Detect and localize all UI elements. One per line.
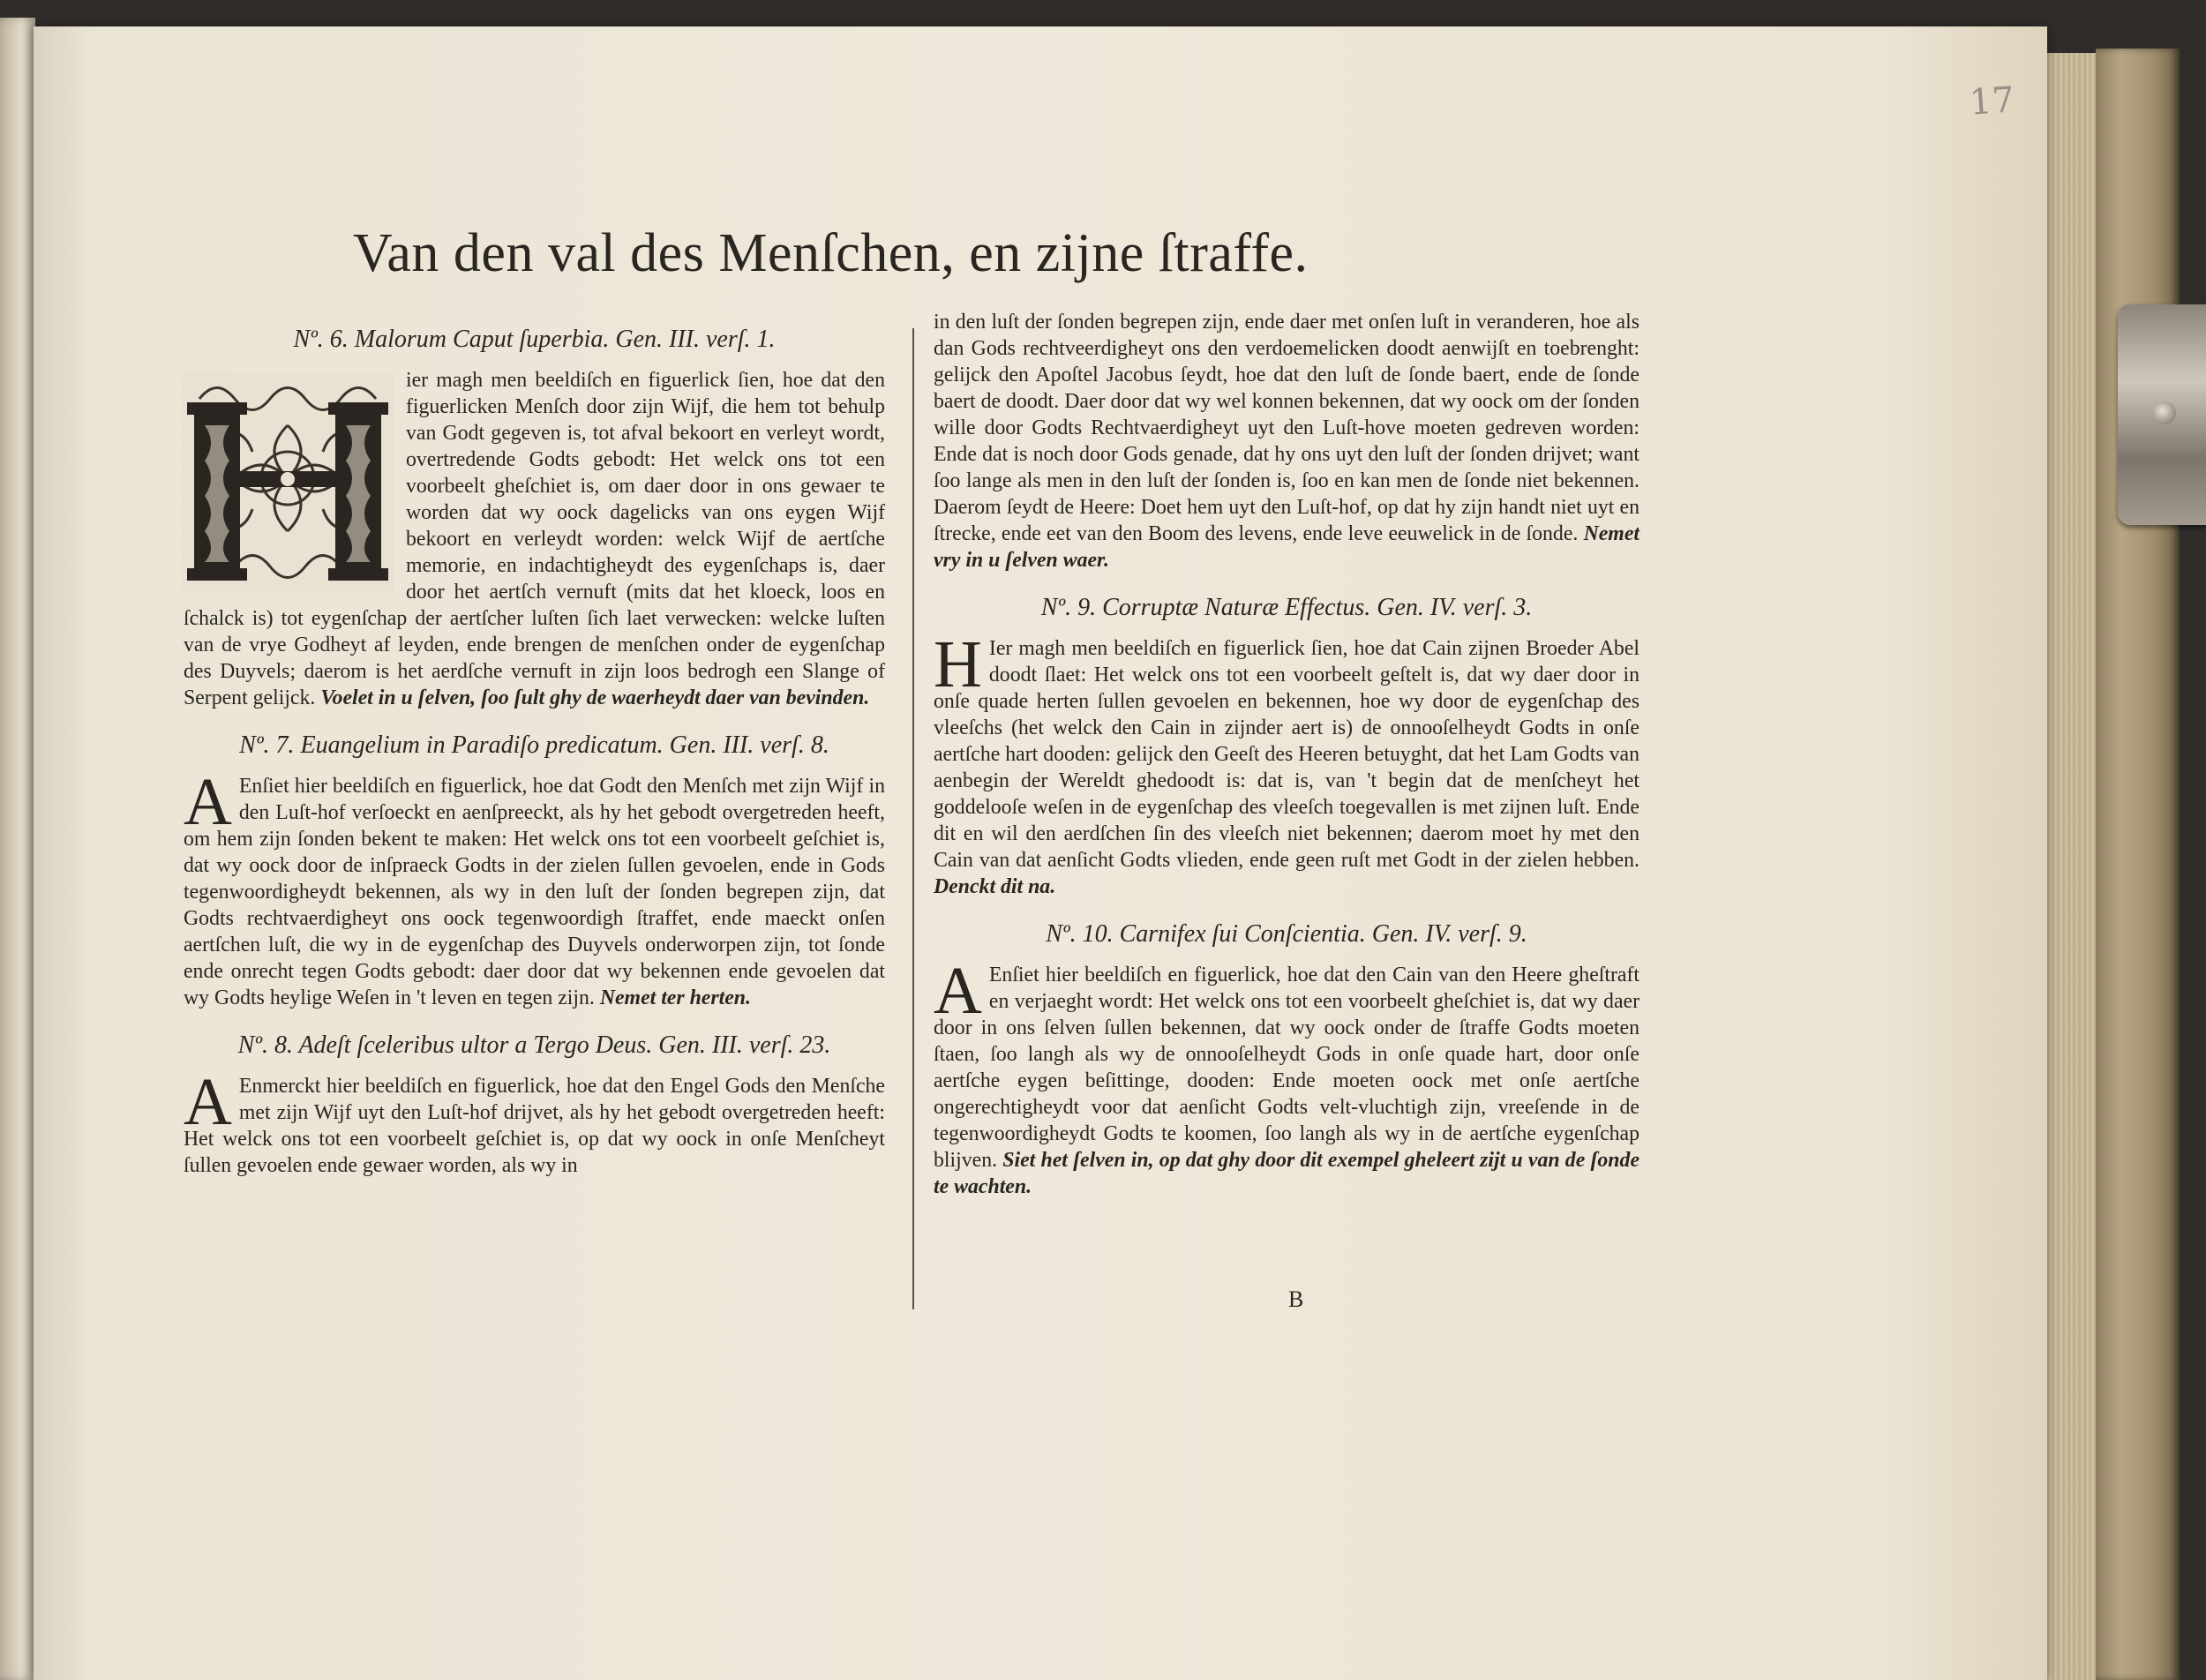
section-body-10	[934, 954, 1640, 1200]
right-column	[934, 309, 1639, 1219]
section-body-7	[184, 765, 885, 1011]
drop-cap-h: H	[934, 627, 982, 701]
clasp-rivet	[2153, 401, 2176, 424]
section-motto: Denckt dit na.	[934, 875, 1056, 898]
section-body-text: Ier magh men beeldiſch en figuerlick ſien, hoe dat Cain zijnen Broeder Abel doodt ſlaet: Het welck ons tot een voorbeelt geſtelt is, dat wy daer door in onſe quade herten ſullen gevoelen en bekennen, hoe wy door de eygenſchap des vleeſchs (het welck den Cain in zijnder aert is) de onnooſelheydt Godts in onſe aertſche hart dooden: gelijck den Geeſt des Heeren betuyght, dat het Lam Godts van aenbegin der Wereldt ghedoodt is: dat is, van 't begin dat de menſcheyt het goddelooſe weſen in de eygenſchap des vleeſch toegevallen is met zijnen luſt. Ende dit en wil den aerdſchen ſin des vleeſch niet bekennen; daerom moet hy met den Cain van dat aenſicht Godts vlieden, ende geen ruſt met Godt in der zielen hebben.	[934, 637, 1639, 872]
section-heading-10: Nº. 10. Carnifex ſui Conſcientia. Gen. IV. verſ. 9.	[1046, 920, 1527, 948]
continuation-text: in den luſt der ſonden begrepen zijn, ende daer met onſen luſt in veranderen, hoe als dan Gods rechtveerdigheyt ons den verdoemelicken doodt aenwijſt en toebrenght: gelijck den Apoſtel Jacobus ſeydt, hoe dat den luſt de ſonde baert, ende de ſonde baert de doodt. Daer door dat wy wel konnen bekennen, dat wy oock om der ſonden wille door Godts Rechtvaerdigheyt uyt den Luſt-hove moeten gedreven worden: Ende dat is noch door Gods genade, dat hy ons uyt den luſt der ſonden drijvet; want ſoo lange als men in den luſt der ſonden is, ſoo en kan men de ſonde niet bekennen. Daerom ſeydt de Heere: Doet hem uyt den Luſt-hof, op dat hy zijn handt niet uyt en ſtrecke, ende eet van den Boom des levens, ende leve eeuwelick in de ſonde.	[934, 311, 1639, 545]
page-title: Van den val des Menſchen, en zijne ſtraffe.	[353, 223, 1309, 283]
continued-text	[934, 309, 1639, 574]
drop-cap-a: A	[184, 1065, 232, 1139]
previous-page-edge	[0, 18, 35, 1680]
folio-number: 17	[1968, 79, 2016, 124]
drop-cap-a: A	[184, 765, 232, 839]
section-body-9	[934, 627, 1639, 900]
section-body-text: Enmerckt hier beeldiſch en figuerlick, hoe dat den Engel Gods den Menſche met zijn Wijf uyt den Luſt-hof drijvet, als hy het gebodt overgetreden heeft: Het welck ons tot een voorbeelt geſchiet is, op dat wy oock in onſe Menſcheyt ſullen gevoelen ende gewaer worden, als wy in	[184, 1075, 885, 1177]
section-motto: Voelet in u ſelven, ſoo ſult ghy de waerheydt daer van bevinden.	[320, 686, 870, 709]
section-body-text: Enſiet hier beeldiſch en figuerlick, hoe dat Godt den Menſch met zijn Wijf in den Luſt-hof verſoeckt en aenſpreeckt, als hy het gebodt overgetreden heeft, om hem zijn ſonden bekent te maken: Het welck ons tot een voorbeelt geſchiet is, dat wy oock door de inſpraeck Godts in der zielen ſullen gevoelen, ende in Gods tegenwoordigheydt bekennen, als wy in den luſt der ſonden begrepen zijn, dat Godts rechtvaerdigheyt ons oock tegenwoordigh ſtraffet, ende maeckt onſen aertſchen luſt, die wy in de eygenſchap des Duyvels onderworpen zijn, tot ſonde ende onrecht tegen Godts gebodt: daer door dat wy bekennen ende gevoelen dat wy Godts heylige Weſen in 't leven en tegen zijn.	[184, 775, 885, 1009]
book-cover-edge	[2096, 49, 2180, 1680]
section-motto: Nemet ter herten.	[599, 986, 751, 1009]
section-body-6	[184, 367, 885, 711]
section-heading-8: Nº. 8. Adeſt ſceleribus ultor a Tergo Deus. Gen. III. verſ. 23.	[237, 1031, 831, 1059]
section-heading-7: Nº. 7. Euangelium in Paradiſo predicatum. Gen. III. verſ. 8.	[239, 731, 829, 759]
section-motto: Siet het ſelven in, op dat ghy door dit exempel gheleert zijt u van de ſonde te wachten.	[934, 1149, 1640, 1198]
section-heading-9: Nº. 9. Corruptæ Naturæ Effectus. Gen. IV. verſ. 3.	[1040, 594, 1533, 621]
section-heading-6: Nº. 6. Malorum Caput ſuperbia. Gen. III. verſ. 1.	[293, 326, 776, 353]
left-column	[184, 325, 885, 1198]
ornate-initial-h	[182, 372, 394, 591]
drop-cap-a: A	[934, 954, 982, 1028]
signature-mark: B	[1288, 1286, 1304, 1312]
section-body-8	[184, 1065, 885, 1179]
section-body-text: Enſiet hier beeldiſch en figuerlick, hoe dat den Cain van den Heere gheſtraft en verjaeght wordt: Het welck ons tot een voorbeelt gheſchiet is, dat wy daer door in ons ſelven ſullen bekennen, dat wy oock onder de ſtraffe Godts moeten ſtaen, ſoo langh als wy de onnooſelheydt Gods in onſe quade hart, door onſe aertſche eygen beſittinge, dooden: Ende moeten oock met onſe aertſche ongerechtigheydt voor dat aenſicht Godts velt-vluchtigh zijn, vreeſende in de tegenwoordigheydt Godts te koomen, ſoo langh als wy in de aertſche eygenſchap blijven.	[934, 964, 1639, 1172]
section-motto: Nemet vry in u ſelven waer.	[934, 522, 1639, 572]
section-body-text: ier magh men beeldiſch en figuerlick ſien, hoe dat den figuerlicken Menſch door zijn Wijf, die hem tot behulp van Godt gegeven is, tot afval bekoort en verleyt wordt, overtredende Godts gebodt: Het welck ons tot een voorbeelt gheſchiet is, om daer door in ons gewaer te worden dat wy oock dagelicks van ons eygen Wijf bekoort en verleydt worden: welck Wijf de aertſche memorie, en indachtigheydt des eygenſchaps is, daer door het aertſch vernuft (mits dat het kloeck, loos en ſchalck is) tot eygenſchap der aertſcher luſten ſich laet verwecken: welcke luſten van de vrye Godheyt af leyden, ende brengen de menſchen onder de eygenſchap des Duyvels; daerom is het aerdſche vernuft in zijn loos bedrogh een Slange of Serpent gelijck.	[184, 369, 885, 709]
column-rule	[912, 328, 914, 1309]
